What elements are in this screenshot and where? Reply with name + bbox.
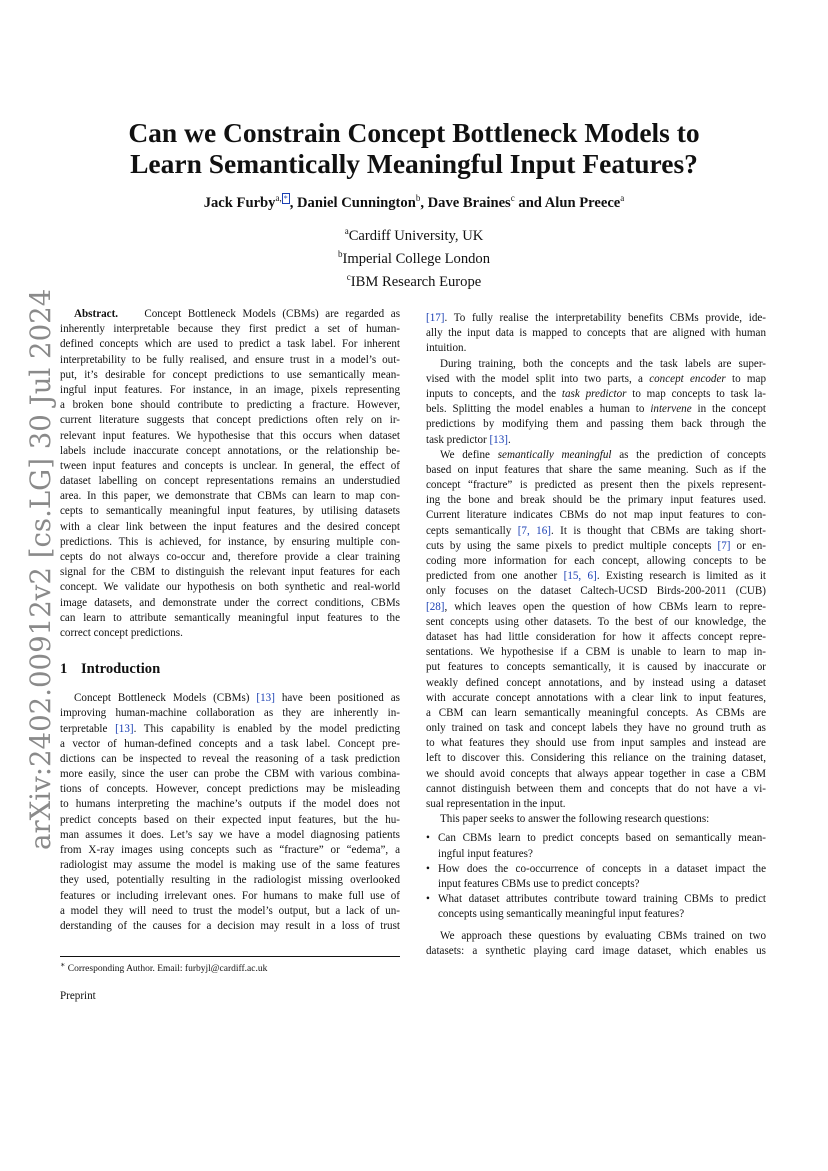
paragraph-line (60, 797, 400, 812)
paragraph-line (60, 919, 400, 934)
text-run: coding more information for each concept, allowing concepts to be (426, 555, 766, 567)
author-name: Jack Furby (203, 194, 276, 211)
list-item-line: input features CBMs use to predict concepts? (438, 877, 640, 890)
paragraph (426, 929, 766, 959)
affiliation-name: IBM Research Europe (350, 273, 482, 290)
section-title: Introduction (81, 661, 161, 678)
emphasis: semantically meaningful (497, 448, 612, 461)
paragraph-line (426, 736, 766, 751)
paragraph-line (426, 372, 766, 387)
paragraph (426, 448, 766, 813)
preprint-label: Preprint (60, 990, 96, 1002)
paragraph-line (426, 326, 766, 341)
text-run: based on input features that share the same meaning. Such as if the (426, 463, 766, 476)
text-run: more easily, since the user can probe the CBM with various combina- (60, 768, 400, 781)
list-item (426, 892, 766, 922)
paragraph-line (426, 402, 766, 417)
author-affil-sup: c (510, 193, 515, 203)
text-run: we should avoid concepts that always appear together in case a CBM (426, 767, 766, 780)
text-run: predict concepts based on their expected input features, but the hu- (60, 813, 400, 826)
text-run: . This capability is enabled by the model predicting (133, 722, 400, 735)
abstract-line: put, it’s desirable for concept predictions to use semantically mean- (60, 368, 400, 381)
affiliation-name: Imperial College London (342, 250, 491, 267)
abstract-line: dataset labelling on concept representations remains an understudied (60, 475, 400, 488)
paragraph-line (60, 858, 400, 873)
footnote-rule (60, 956, 400, 957)
text-run: from X-ray images using concepts such as “fracture” or “edema”, a (60, 844, 400, 856)
abstract-line: correct concept predictions. (60, 626, 183, 639)
text-run: sent concepts using other datasets. To the best of our knowledge, the (426, 615, 766, 628)
abstract-line: interpretability to be fully realised, and ensure trust in a model’s out- (60, 353, 400, 366)
text-run: During training, both the concepts and the task labels are super- (440, 357, 766, 370)
paragraph-line (60, 752, 400, 767)
affil-letter: a (344, 226, 349, 236)
text-run: ing the bone and break should be the primary input features used. (426, 494, 766, 507)
citation-link[interactable]: [17] (426, 312, 445, 324)
list-item (426, 831, 766, 861)
paragraph-line (60, 722, 400, 737)
footnote (60, 959, 400, 975)
paragraph-line (426, 493, 766, 508)
paragraph-line (426, 508, 766, 523)
paragraph-line (426, 645, 766, 660)
author-affil-sup (275, 193, 289, 203)
paragraph-line (426, 463, 766, 478)
text-run: they used, potentially resulting in the radiologist missing overlooked (60, 874, 400, 887)
text-run: We define (440, 448, 498, 461)
paragraph-line (60, 706, 400, 721)
paragraph-line (60, 737, 400, 752)
author-name: , Dave Braines (420, 194, 511, 211)
text-run: in the concept (691, 403, 766, 416)
paragraph-line (426, 433, 766, 448)
abstract-line: relevant input features. We hypothesise that this occurs when dataset (60, 429, 400, 442)
text-run: Current literature indicates CBMs do not map input features to con- (426, 509, 766, 522)
author-affil-sup: a (620, 193, 625, 203)
citation-link[interactable]: [13] (115, 722, 134, 735)
intro-paragraph (60, 691, 400, 934)
paragraph-line (426, 341, 766, 356)
abstract-line: ingful input features. For instance, in an image, pixels representing (60, 383, 400, 396)
list-item-line: What dataset attributes contribute toward training CBMs to predict (438, 893, 766, 906)
paragraph-line (426, 782, 766, 797)
bullet-icon: • (426, 832, 430, 845)
abstract-line: cepts do not always co-occur and, therefore provide a clear training (60, 551, 400, 563)
text-run: weakly defined concept annotations, and by instead using a dataset (426, 676, 766, 689)
paragraph-line: datasets: a synthetic playing card image dataset, which enables us (426, 944, 766, 957)
abstract-label: Abstract. (74, 308, 119, 320)
bullet-icon: • (426, 893, 430, 906)
citation-link[interactable]: [13] (256, 692, 275, 705)
paragraph-line (426, 387, 766, 402)
citation-link[interactable]: [13] (489, 433, 508, 446)
title-line: Learn Semantically Meaningful Input Features? (130, 148, 698, 179)
paragraph-line: We approach these questions by evaluating CBMs trained on two (440, 929, 766, 942)
paragraph-line (426, 751, 766, 766)
abstract-line: a broken bone should contribute to predicting a fracture. However, (60, 399, 400, 412)
affiliation (60, 268, 768, 291)
bullet-icon: • (426, 862, 430, 875)
abstract-line: with a clear link between the input features and the desired concept (60, 520, 400, 533)
paragraph-line (60, 828, 400, 843)
text-run: only focuses on the dataset Caltech-UCSD Birds-200-2011 (CUB) (426, 585, 766, 598)
emphasis: task predictor (561, 387, 627, 400)
text-run: have been positioned as (274, 692, 400, 705)
paragraph-line: This paper seeks to answer the following research questions: (440, 813, 710, 826)
text-run: put features to concepts semantically, it is caused by inaccurate or (426, 661, 766, 674)
abstract-line: image datasets, and demonstrate under the correct conditions, CBMs (60, 596, 400, 609)
paragraph-line (426, 584, 766, 599)
paragraph-line (60, 767, 400, 782)
text-run: left to discover this. Considering this reliance on the training dataset, (426, 752, 766, 765)
author-affil-sup: b (415, 193, 421, 203)
paragraph-line (426, 448, 766, 463)
text-run: to map concepts to task la- (626, 387, 766, 400)
text-run: cepts semantically (426, 524, 518, 537)
text-run: bels. Splitting the model enables a human to (426, 403, 651, 416)
paragraph-line (426, 539, 766, 554)
arxiv-identifier[interactable]: arXiv:2402.00912v2 [cs.LG] 30 Jul 2024 (24, 288, 57, 850)
paragraph-line (426, 357, 766, 372)
text-run: derstanding of the causes for a decision may result in a loss of trust (60, 919, 400, 932)
paragraph-line (426, 417, 766, 432)
text-run: . To fully realise the interpretability benefits CBMs provide, ide- (444, 312, 766, 324)
paragraph-line (426, 676, 766, 691)
abstract (60, 307, 400, 641)
paragraph (426, 311, 766, 357)
paragraph-line (60, 873, 400, 888)
affil-letter: c (346, 271, 351, 282)
text-run: a vector of human-defined concepts and a task label. Concept pre- (60, 737, 400, 750)
list-item (426, 862, 766, 892)
title-line: Can we Constrain Concept Bottleneck Models to (128, 117, 700, 148)
paragraph-line (426, 478, 766, 493)
paragraph-line (60, 691, 400, 706)
paragraph-line (426, 767, 766, 782)
affiliation (60, 245, 768, 268)
text-run: with accurate concept annotations with a clear link to input features, (426, 691, 766, 704)
text-run: to map (725, 372, 767, 385)
abstract-line: current literature suggests that concept predictions often rely on ir- (60, 414, 400, 427)
text-run: . It is thought that CBMs are taking short- (550, 524, 766, 537)
text-run: radiologist may assume the model is making use of the same features (60, 859, 400, 872)
paragraph-line (426, 524, 766, 539)
research-questions-list (426, 831, 766, 922)
abstract-line: tween input features and concepts is unclear. In general, the effect of (60, 459, 400, 472)
text-run: intuition. (426, 342, 467, 355)
paragraph-line (426, 691, 766, 706)
abstract-line (60, 307, 400, 322)
paragraph-line (426, 554, 766, 569)
text-run: concept “fracture” is predicted as present then the pixels represent- (426, 479, 766, 492)
text-run: to what features they should use from input samples and instead are (426, 737, 766, 750)
paragraph (426, 357, 766, 448)
paragraph-line (426, 797, 766, 812)
affiliation (60, 222, 768, 245)
abstract-line: cepts to semantically meaningful input features, by utilising datasets (60, 505, 400, 518)
list-item-line: ingful input features? (438, 847, 533, 860)
abstract-line: area. In this paper, we demonstrate that CBMs can learn to map con- (60, 490, 400, 503)
abstract-line: inherently interpretable because they first predict a set of human- (60, 323, 400, 336)
paragraph-line (60, 843, 400, 858)
text-run: inputs to concepts, and the (426, 387, 562, 400)
text-run: or en- (730, 539, 766, 552)
text-run: . (507, 433, 511, 446)
abstract-line: defined concepts which are used to predict a task label. For inherent (60, 338, 400, 351)
list-item-line: concepts using semantically meaningful input features? (438, 908, 685, 921)
citation-link[interactable]: [15, 6] (563, 570, 597, 583)
text-run: predictions by modifying them and passing them back through the (426, 418, 766, 431)
emphasis: concept encoder (649, 372, 726, 385)
author-name: and Alun Preece (514, 194, 621, 211)
text-run: predicted from one another (426, 570, 564, 583)
text-run: terpretable (60, 722, 116, 735)
paragraph-line (426, 311, 766, 326)
right-column (426, 311, 766, 959)
text-run: man assumes it does. Let’s say we have a model diagnosing patients (60, 828, 400, 841)
paragraph-line (426, 721, 766, 736)
text-run: sentations. We hypothesise if a CBM is unable to learn to map in- (426, 646, 766, 659)
citation-link[interactable]: [28] (426, 600, 445, 613)
paragraph-line (60, 889, 400, 904)
footnote-text: Corresponding Author. Email: furbyjl@cardiff.ac.uk (67, 964, 268, 975)
emphasis: intervene (650, 403, 692, 416)
author-name: , Daniel Cunnington (289, 194, 416, 211)
list-item-line: How does the co-occurrence of concepts in a dataset impact the (438, 862, 766, 875)
footnote-link[interactable]: * (283, 194, 288, 203)
affil-letter: b (337, 248, 343, 259)
text-run: tions of concepts. However, concept predictions may be misleading (60, 783, 400, 796)
paragraph-line (60, 904, 400, 919)
text-run: , which leaves open the question of how CBMs learn to repre- (444, 600, 766, 613)
text-run: dictions can be inspected to reveal the reasoning of a task prediction (60, 752, 400, 765)
text-run: a CBM can learn semantically meaningful concepts. As CBMs are (426, 706, 766, 719)
footnote-mark: ∗ (60, 960, 66, 969)
text-run: ally the input data is mapped to concepts that are aligned with human (426, 327, 766, 340)
paragraph-line (60, 813, 400, 828)
text-run: features or including irrelevant ones. For humans to make full use of (60, 889, 400, 902)
paper-title (60, 117, 768, 179)
text-run: Concept Bottleneck Models (CBMs) (74, 692, 257, 705)
paragraph-line (60, 782, 400, 797)
abstract-line: signal for the CBM to distinguish the relevant input features for each (60, 566, 400, 579)
paragraph-line (426, 615, 766, 630)
abstract-line: predictions. This is achieved, for instance, by ensuring multiple con- (60, 535, 400, 548)
paragraph-line (426, 569, 766, 584)
abstract-text: Concept Bottleneck Models (CBMs) are regarded as (144, 308, 401, 320)
list-item-line: Can CBMs learn to predict concepts based on semantically mean- (438, 832, 766, 845)
text-run: a model they will need to trust the model’s output, but a lack of un- (60, 904, 400, 917)
text-run: as the prediction of concepts (611, 448, 766, 461)
abstract-line: can learn to attribute semantically meaningful input features to the (60, 611, 400, 624)
text-run: only trained on task and concept labels they have no ground truth as (426, 722, 766, 735)
paragraph-line (426, 660, 766, 675)
text-run: vised with the model split into two parts, a (426, 372, 650, 385)
citation-link[interactable]: [7] (717, 539, 731, 552)
text-run: sual representation in the input. (426, 798, 566, 810)
affiliations (60, 222, 768, 291)
citation-link[interactable]: [7, 16] (517, 524, 551, 537)
text-run: . Existing research is limited as it (596, 570, 767, 583)
text-run: task predictor (426, 433, 490, 446)
section-number: 1 (60, 661, 68, 678)
text-run: to humans interpreting the machine’s outputs if the model does not (60, 798, 400, 811)
affiliation-name: Cardiff University, UK (348, 227, 484, 244)
left-column (60, 307, 400, 934)
author-list (60, 193, 768, 212)
text-run: improving human-machine collaboration as they are inherently in- (60, 707, 400, 720)
text-run: cuts by using the same pixels to predict multiple concepts (426, 539, 718, 552)
paragraph-line (426, 630, 766, 645)
affil-letter: a, (275, 193, 282, 203)
paragraph-line (426, 600, 766, 615)
text-run: dataset has had little consideration for how it affects concept repre- (426, 630, 766, 643)
abstract-line: labels include inaccurate concept annotations, or the relationship be- (60, 444, 400, 457)
section-heading (60, 662, 400, 691)
text-run: cannot distinguish between them and concepts that do not have a vi- (426, 782, 766, 795)
abstract-line: concept. We validate our hypothesis on both synthetic and real-world (60, 581, 400, 594)
paragraph-line (426, 706, 766, 721)
